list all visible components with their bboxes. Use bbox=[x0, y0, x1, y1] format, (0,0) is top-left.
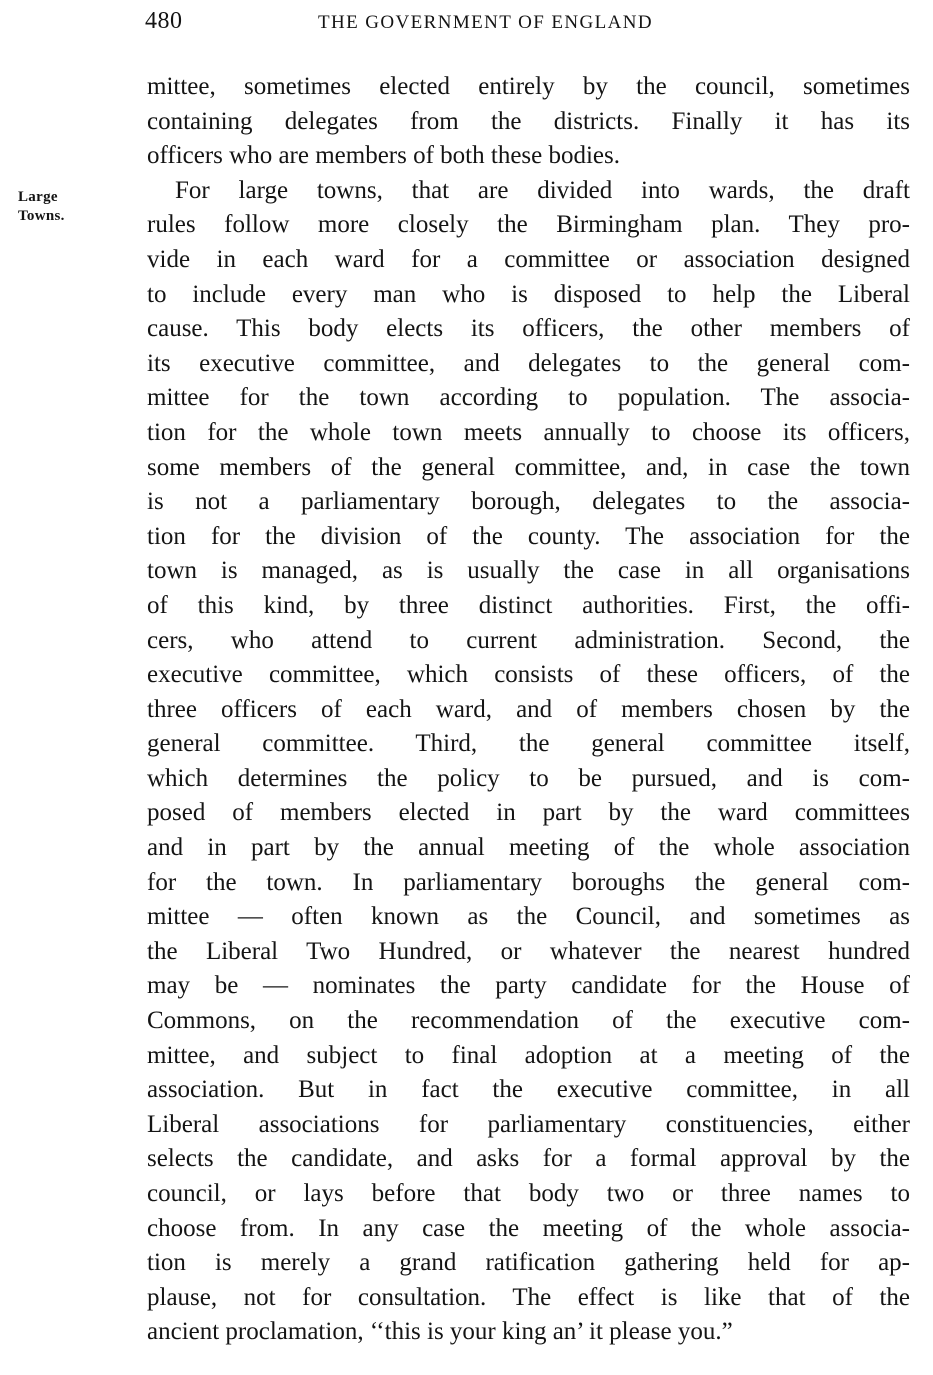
margin-note-line: Large bbox=[18, 189, 58, 205]
text-line: to include every man who is disposed to help the Liberal bbox=[147, 280, 910, 308]
text-line: cause. This body elects its officers, the other members of bbox=[147, 315, 910, 343]
page-header bbox=[0, 6, 933, 40]
text-line: ancient proclamation, ‘‘this is your king an’ it please you.” bbox=[147, 1318, 733, 1346]
text-line: is not a parliamentary borough, delegates to the associa- bbox=[147, 488, 910, 516]
text-line: selects the candidate, and asks for a formal approval by the bbox=[147, 1145, 910, 1173]
text-line: three officers of each ward, and of members chosen by the bbox=[147, 695, 910, 723]
text-line: Commons, on the recommendation of the executive com- bbox=[147, 1007, 910, 1035]
text-line: council, or lays before that body two or three names to bbox=[147, 1180, 910, 1207]
body-text bbox=[147, 70, 910, 1350]
text-line: general committee. Third, the general committee itself, bbox=[147, 730, 910, 758]
text-line: the Liberal Two Hundred, or whatever the nearest hundred bbox=[147, 937, 910, 965]
margin-note bbox=[18, 188, 118, 226]
page-number: 480 bbox=[145, 8, 183, 34]
text-line: association. But in fact the executive committee, in all bbox=[147, 1076, 910, 1104]
text-line: of this kind, by three distinct authorities. First, the offi- bbox=[147, 591, 910, 619]
text-line: posed of members elected in part by the ward committees bbox=[147, 799, 910, 827]
text-line: choose from. In any case the meeting of the whole associa- bbox=[147, 1214, 910, 1242]
text-line: plause, not for consultation. The effect is like that of the bbox=[147, 1283, 910, 1311]
text-line: cers, who attend to current administration. Second, the bbox=[147, 626, 910, 654]
text-line: tion for the whole town meets annually to choose its officers, bbox=[147, 418, 910, 446]
text-line: its executive committee, and delegates to the general com- bbox=[147, 349, 910, 377]
text-line: vide in each ward for a committee or association designed bbox=[147, 245, 910, 273]
text-line: some members of the general committee, and, in case the town bbox=[147, 453, 910, 481]
text-line: executive committee, which consists of these officers, of the bbox=[147, 661, 910, 689]
text-line: may be — nominates the party candidate for the House of bbox=[147, 972, 910, 1000]
text-line: tion is merely a grand ratification gathering held for ap- bbox=[147, 1249, 910, 1277]
text-line: Liberal associations for parliamentary constituencies, either bbox=[147, 1110, 910, 1138]
text-line: containing delegates from the districts. Finally it has its bbox=[147, 107, 910, 135]
text-line: town is managed, as is usually the case in all organisations bbox=[147, 557, 910, 585]
text-line: officers who are members of both these bodies. bbox=[147, 142, 621, 170]
text-line: rules follow more closely the Birmingham plan. They pro- bbox=[147, 211, 910, 239]
text-line: for the town. In parliamentary boroughs the general com- bbox=[147, 868, 910, 896]
text-line: For large towns, that are divided into wards, the draft bbox=[175, 176, 910, 204]
running-title: THE GOVERNMENT OF ENGLAND bbox=[318, 12, 653, 33]
text-line: mittee — often known as the Council, and sometimes as bbox=[147, 903, 910, 931]
text-line: mittee, and subject to final adoption at a meeting of the bbox=[147, 1041, 910, 1069]
text-line: tion for the division of the county. The association for the bbox=[147, 522, 910, 550]
text-line: and in part by the annual meeting of the whole association bbox=[147, 834, 910, 862]
text-line: mittee, sometimes elected entirely by the council, sometimes bbox=[147, 73, 910, 100]
margin-note-line: Towns. bbox=[18, 208, 65, 224]
text-line: mittee for the town according to population. The associa- bbox=[147, 384, 910, 412]
text-line: which determines the policy to be pursued, and is com- bbox=[147, 764, 910, 792]
